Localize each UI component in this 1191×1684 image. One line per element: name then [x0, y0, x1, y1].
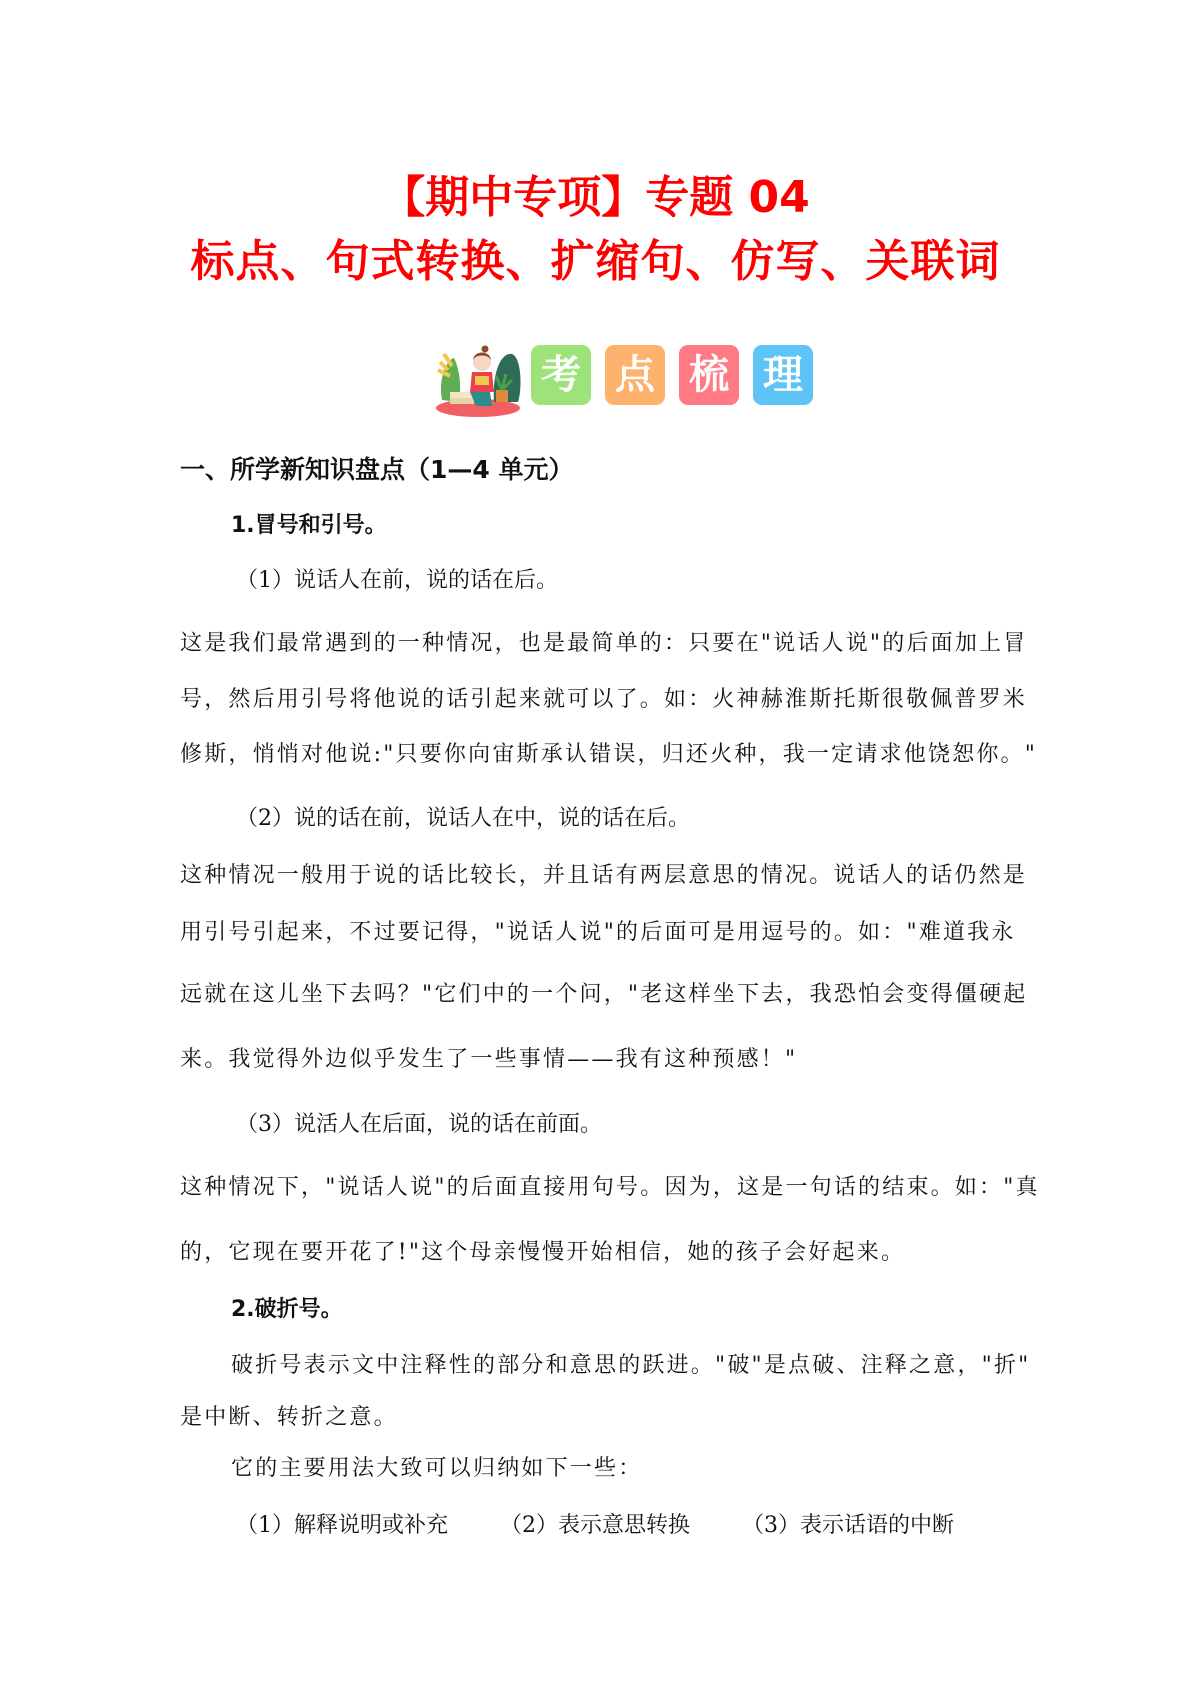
page-title-line2: 标点、句式转换、扩缩句、仿写、关联词	[190, 236, 1001, 287]
case3-line: 这种情况下，"说话人说"的后面直接用句号。因为，这是一句话的结束。如："真	[180, 1175, 1040, 1200]
girl-reading-illustration-icon	[432, 340, 524, 418]
item2-line: 破折号表示文中注释性的部分和意思的跃进。"破"是点破、注释之意，"折"	[231, 1353, 1031, 1378]
case2-label: （2）说的话在前，说话人在中，说的话在后。	[236, 806, 690, 831]
case1-line: 修斯，悄悄对他说:"只要你向宙斯承认错误，归还火种，我一定请求他饶恕你。"	[180, 742, 1038, 767]
case2-line: 远就在这儿坐下去吗？"它们中的一个问，"老这样坐下去，我恐怕会变得僵硬起	[180, 982, 1028, 1007]
item2-line: 是中断、转折之意。	[180, 1405, 398, 1430]
usage-1: （1）解释说明或补充	[236, 1513, 448, 1538]
badge-li: 理	[753, 345, 813, 405]
case3-label: （3）说活人在后面，说的话在前面。	[236, 1112, 602, 1137]
kaodian-shuli-banner	[432, 340, 832, 418]
item1-heading: 1.冒号和引号。	[231, 513, 387, 538]
case2-line: 用引号引起来，不过要记得，"说话人说"的后面可是用逗号的。如："难道我永	[180, 920, 1016, 945]
item2-heading: 2.破折号。	[231, 1297, 343, 1322]
badge-shu: 梳	[679, 345, 739, 405]
usage-2: （2）表示意思转换	[500, 1513, 690, 1538]
case2-line: 来。我觉得外边似乎发生了一些事情——我有这种预感！"	[180, 1047, 798, 1072]
case1-line: 这是我们最常遇到的一种情况，也是最简单的：只要在"说话人说"的后面加上冒	[180, 631, 1028, 656]
usage-3: （3）表示话语的中断	[742, 1513, 954, 1538]
case2-line: 这种情况一般用于说的话比较长，并且话有两层意思的情况。说话人的话仍然是	[180, 863, 1028, 888]
badge-kao: 考	[531, 345, 591, 405]
case1-label: （1）说话人在前，说的话在后。	[236, 568, 558, 593]
item2-intro: 它的主要用法大致可以归纳如下一些：	[231, 1456, 643, 1481]
case3-line: 的，它现在要开花了!"这个母亲慢慢开始相信，她的孩子会好起来。	[180, 1240, 906, 1265]
section-heading: 一、所学新知识盘点（1—4 单元）	[180, 455, 574, 484]
badge-dian: 点	[605, 345, 665, 405]
page-title-line1: 【期中专项】专题 04	[381, 172, 810, 223]
case1-line: 号，然后用引号将他说的话引起来就可以了。如：火神赫淮斯托斯很敬佩普罗米	[180, 687, 1028, 712]
